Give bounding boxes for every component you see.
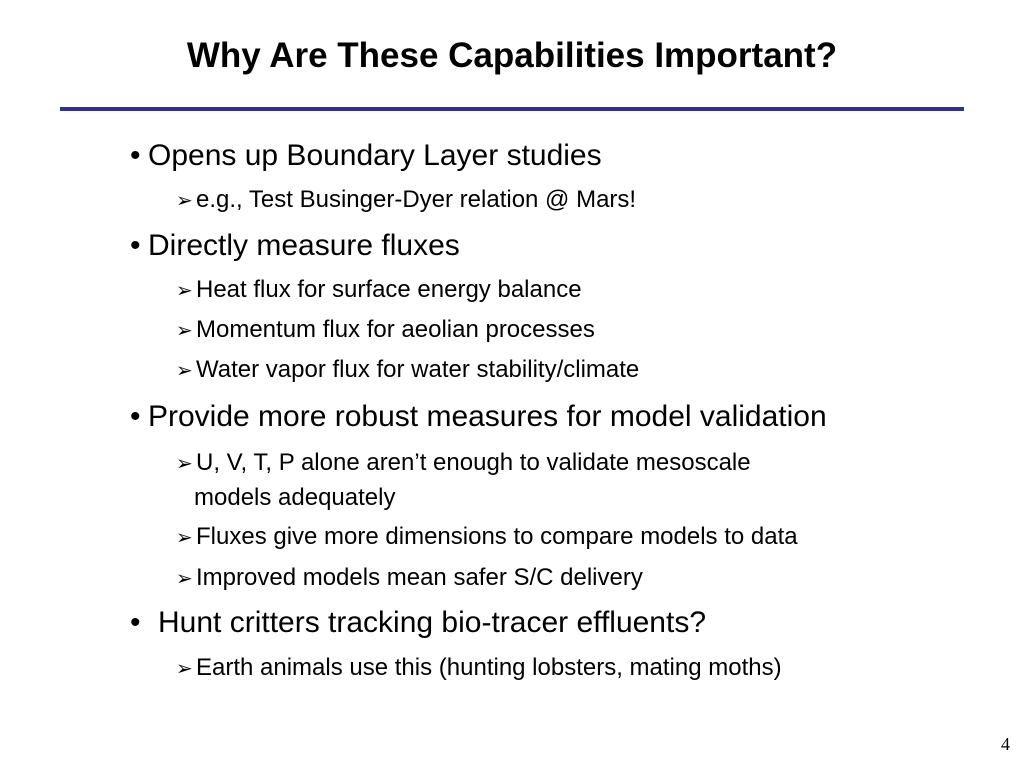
bullet-item — [130, 138, 602, 174]
arrow-bullet-icon: ➢ — [176, 453, 193, 475]
sub-item — [176, 651, 782, 686]
slide-title: Why Are These Capabilities Important? — [186, 36, 838, 75]
sub-item-continuation: models adequately — [194, 484, 396, 511]
sub-item-text: e.g., Test Businger-Dyer relation @ Mars! — [196, 186, 637, 213]
bullet-text: Hunt critters tracking bio-tracer effluents? — [158, 606, 707, 639]
sub-item-text: Heat flux for surface energy balance — [196, 276, 582, 303]
bullet-item — [130, 399, 827, 435]
arrow-bullet-icon: ➢ — [176, 320, 193, 342]
sub-item-text: Improved models mean safer S/C delivery — [196, 564, 643, 591]
bullet-marker: • — [130, 139, 141, 172]
bullet-marker: • — [130, 400, 141, 433]
bullet-marker: • — [130, 606, 141, 639]
sub-item-text: Momentum flux for aeolian processes — [196, 316, 595, 343]
sub-item-text: U, V, T, P alone aren’t enough to validate mesoscale — [196, 449, 751, 476]
sub-item — [176, 273, 582, 308]
bullet-item — [130, 605, 706, 641]
arrow-bullet-icon: ➢ — [176, 190, 193, 212]
arrow-bullet-icon: ➢ — [176, 568, 193, 590]
arrow-bullet-icon: ➢ — [176, 280, 193, 302]
sub-item — [176, 520, 798, 555]
bullet-text: Directly measure fluxes — [148, 229, 460, 262]
sub-item-text: Water vapor flux for water stability/climate — [196, 356, 640, 383]
page-number: 4 — [1001, 734, 1010, 754]
sub-item — [176, 561, 643, 596]
sub-item — [176, 353, 639, 388]
bullet-text: Opens up Boundary Layer studies — [148, 139, 602, 172]
arrow-bullet-icon: ➢ — [176, 658, 193, 680]
sub-item — [176, 183, 636, 218]
sub-item — [176, 313, 595, 348]
arrow-bullet-icon: ➢ — [176, 527, 193, 549]
bullet-item — [130, 228, 460, 264]
sub-item-text: Earth animals use this (hunting lobsters, mating moths) — [196, 654, 782, 681]
bullet-text: Provide more robust measures for model validation — [148, 400, 827, 433]
sub-item-text: Fluxes give more dimensions to compare models to data — [196, 523, 798, 550]
sub-item — [176, 446, 896, 514]
arrow-bullet-icon: ➢ — [176, 360, 193, 382]
bullet-marker: • — [130, 229, 141, 262]
